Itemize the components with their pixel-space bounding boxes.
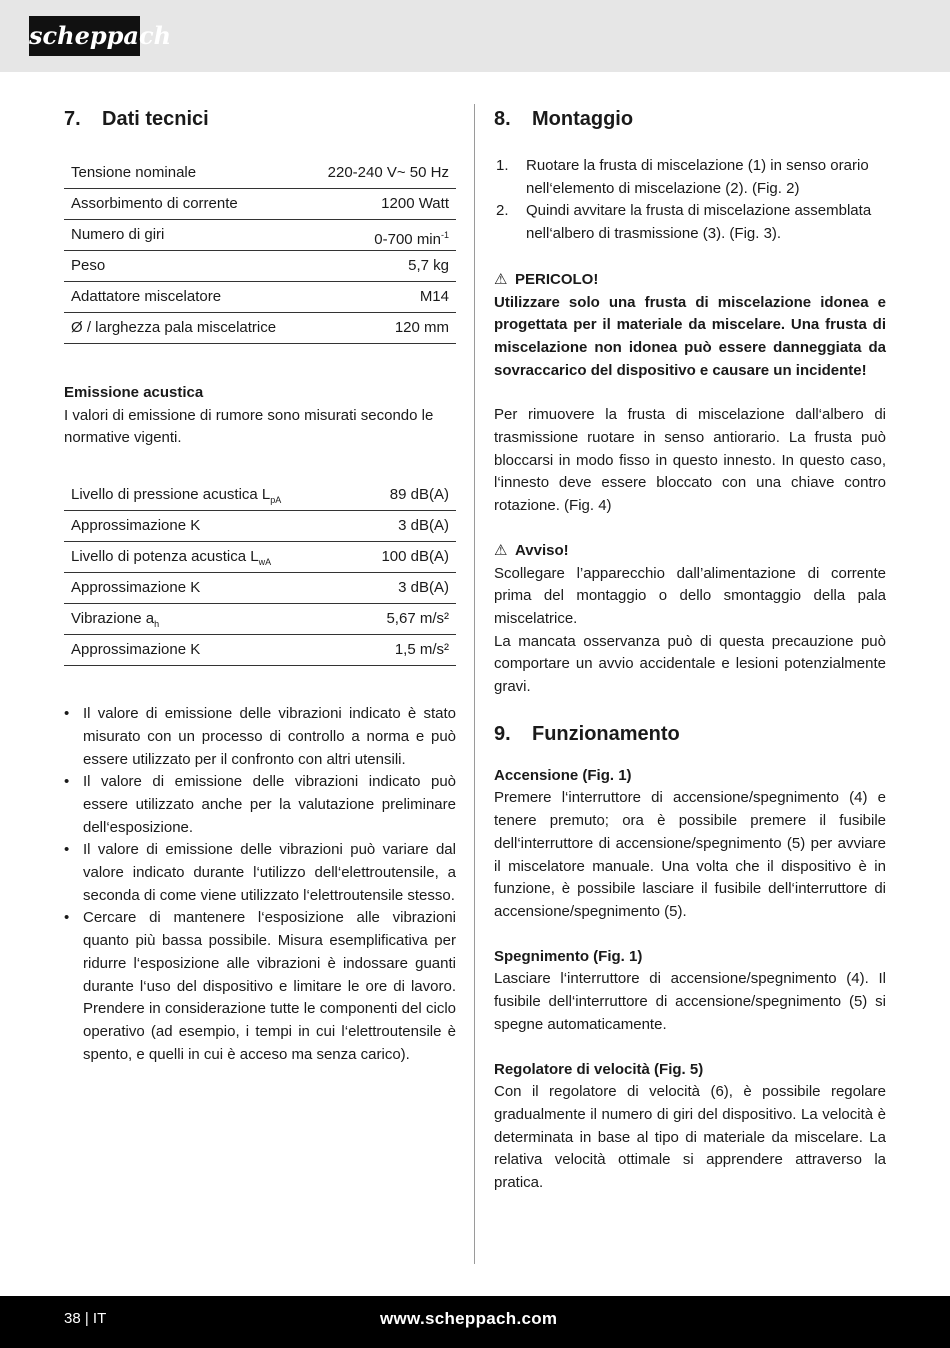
switch-off-block: Spegnimento (Fig. 1) Lasciare l‘interruttore di accensione/spegnimento (4). Il fusibile dell‘interruttore di accensione/spegnimento (5) si spegne automaticamente. [494,947,886,1033]
noise-heading: Emissione acustica [64,384,204,401]
table-row: Approssimazione K 3 dB(A) [64,573,456,604]
list-item: 1. Ruotare la frusta di miscelazione (1) in senso orario nell‘elemento di miscelazione (2). (Fig. 2) [496,157,869,197]
noise-text: I valori di emissione di rumore sono misurati secondo le normative vigenti. [64,406,434,447]
list-item: • Cercare di mantenere l‘esposizione alle vibrazioni quanto più bassa possibile. Misura esemplificativa per ridurre l‘esposizione alle vibrazioni è indossare guanti durante l‘uso del dispositivo e limitare le ore di lavoro. Prendere in considerazione tutte le componenti del ciclo operativo (ad esempio, i tempi in cui l‘elettroutensile è spento, e quelli in cui è acceso ma senza carico). [64,907,456,1066]
table-row: Tensione nominale 220-240 V~ 50 Hz [64,158,456,189]
list-item: 2. Quindi avvitare la frusta di miscelazione assemblata nell‘albero di trasmissione (3). (Fig. 3). [496,202,872,243]
specs-table [64,158,456,344]
table-row: Vibrazione $a_h$ 5,67 m/s² [64,604,456,635]
noise-section [64,382,456,450]
section-7-heading: 7. Dati tecnici [64,108,209,130]
table-row: Numero di giri 0-700 $\min^{-1}$ [64,220,456,251]
list-item: • Il valore di emissione delle vibrazioni indicato è stato misurato con un processo di controllo a norma e può essere utilizzato per il confronto con altri utensili. [64,703,456,771]
table-row: Livello di potenza acustica $L_{wA}$ 100 dB(A) [64,542,456,573]
page-number: 38 | IT [64,1310,107,1327]
section-8-heading: 8. Montaggio [494,108,634,130]
column-divider [474,104,475,1264]
switch-on-block: Accensione (Fig. 1) Premere l‘interruttore di accensione/spegnimento (4) e tenere premuto; ora è possibile premere il fusibile dell‘interruttore di accensione/spegnimento (5) per avviare il miscelatore manuale. Una volta che il dispositivo è in funzione, è possibile lasciare il fusibile dell‘interruttore di accensione/spegnimento (5). [494,766,886,920]
speed-block: Regolatore di velocità (Fig. 5) Con il regolatore di velocità (6), è possibile regolare gradualmente il numero di giri del dispositivo. La velocità è determinata in base al tipo di materiale da miscelare. La relativa velocità ottimale si apprendere attraverso la pratica. [494,1060,886,1192]
assembly-steps [494,155,886,246]
danger-text: Utilizzare solo una frusta di miscelazione idonea e progettata per il materiale da miscelare. Una frusta di miscelazione non idonea può essere danneggiata da sovraccarico del dispositivo e causare un incidente! [494,293,886,379]
notice-block: ⚠ Avviso! Scollegare l’apparecchio dall’alimentazione di corrente prima del montaggio o dello smontaggio della pala miscelatrice. La mancata osservanza può di questa precauzione può comportare un avvio accidentale e lesioni potenzialmente gravi. [494,540,886,699]
warning-triangle-icon: ⚠ [494,270,508,288]
table-row: Approssimazione K 3 dB(A) [64,511,456,542]
notice-text-2: La mancata osservanza può di questa precauzione può comportare un avvio accidentale e lesioni potenzialmente gravi. [494,632,886,696]
table-row: Approssimazione K 1,5 m/s² [64,635,456,666]
page-header [0,0,950,72]
vibration-notes-list [64,703,456,1066]
left-column [64,100,456,1066]
list-item: • Il valore di emissione delle vibrazioni indicato può essere utilizzato anche per la valutazione preliminare dell‘esposizione. [64,771,456,839]
warning-triangle-icon: ⚠ [494,541,508,559]
table-row: Adattatore miscelatore M14 [64,282,456,313]
page-footer [0,1296,950,1348]
table-row: Ø / larghezza pala miscelatrice 120 mm [64,313,456,344]
brand-logo: scheppach [29,16,140,56]
remove-text: Per rimuovere la frusta di miscelazione dall‘albero di trasmissione ruotare in senso antiorario. La frusta può bloccarsi in modo fisso in questo innesto. In questo caso, l‘innesto deve essere bloccato con una chiave contro rotazione. (Fig. 4) [494,406,886,515]
notice-text: Scollegare l’apparecchio dall’alimentazione di corrente prima del montaggio o dello smontaggio della pala miscelatrice. [494,564,886,627]
danger-block: ⚠ PERICOLO! Utilizzare solo una frusta di miscelazione idonea e progettata per il materiale da miscelare. Una frusta di miscelazione non idonea può essere danneggiata da sovraccarico del dispositivo e causare un incidente! [494,269,886,383]
noise-table [64,480,456,666]
table-row: Peso 5,7 kg [64,251,456,282]
website-link[interactable]: www.scheppach.com [380,1309,558,1328]
list-item: • Il valore di emissione delle vibrazioni può variare dal valore indicato durante l‘utilizzo dell‘elettroutensile, a seconda di come viene utilizzato l‘elettroutensile stesso. [64,839,456,907]
table-row: Livello di pressione acustica $L_{pA}$ 89 dB(A) [64,480,456,511]
right-column [494,100,886,1195]
section-9-heading: 9. Funzionamento [494,722,680,745]
table-row: Assorbimento di corrente 1200 Watt [64,189,456,220]
